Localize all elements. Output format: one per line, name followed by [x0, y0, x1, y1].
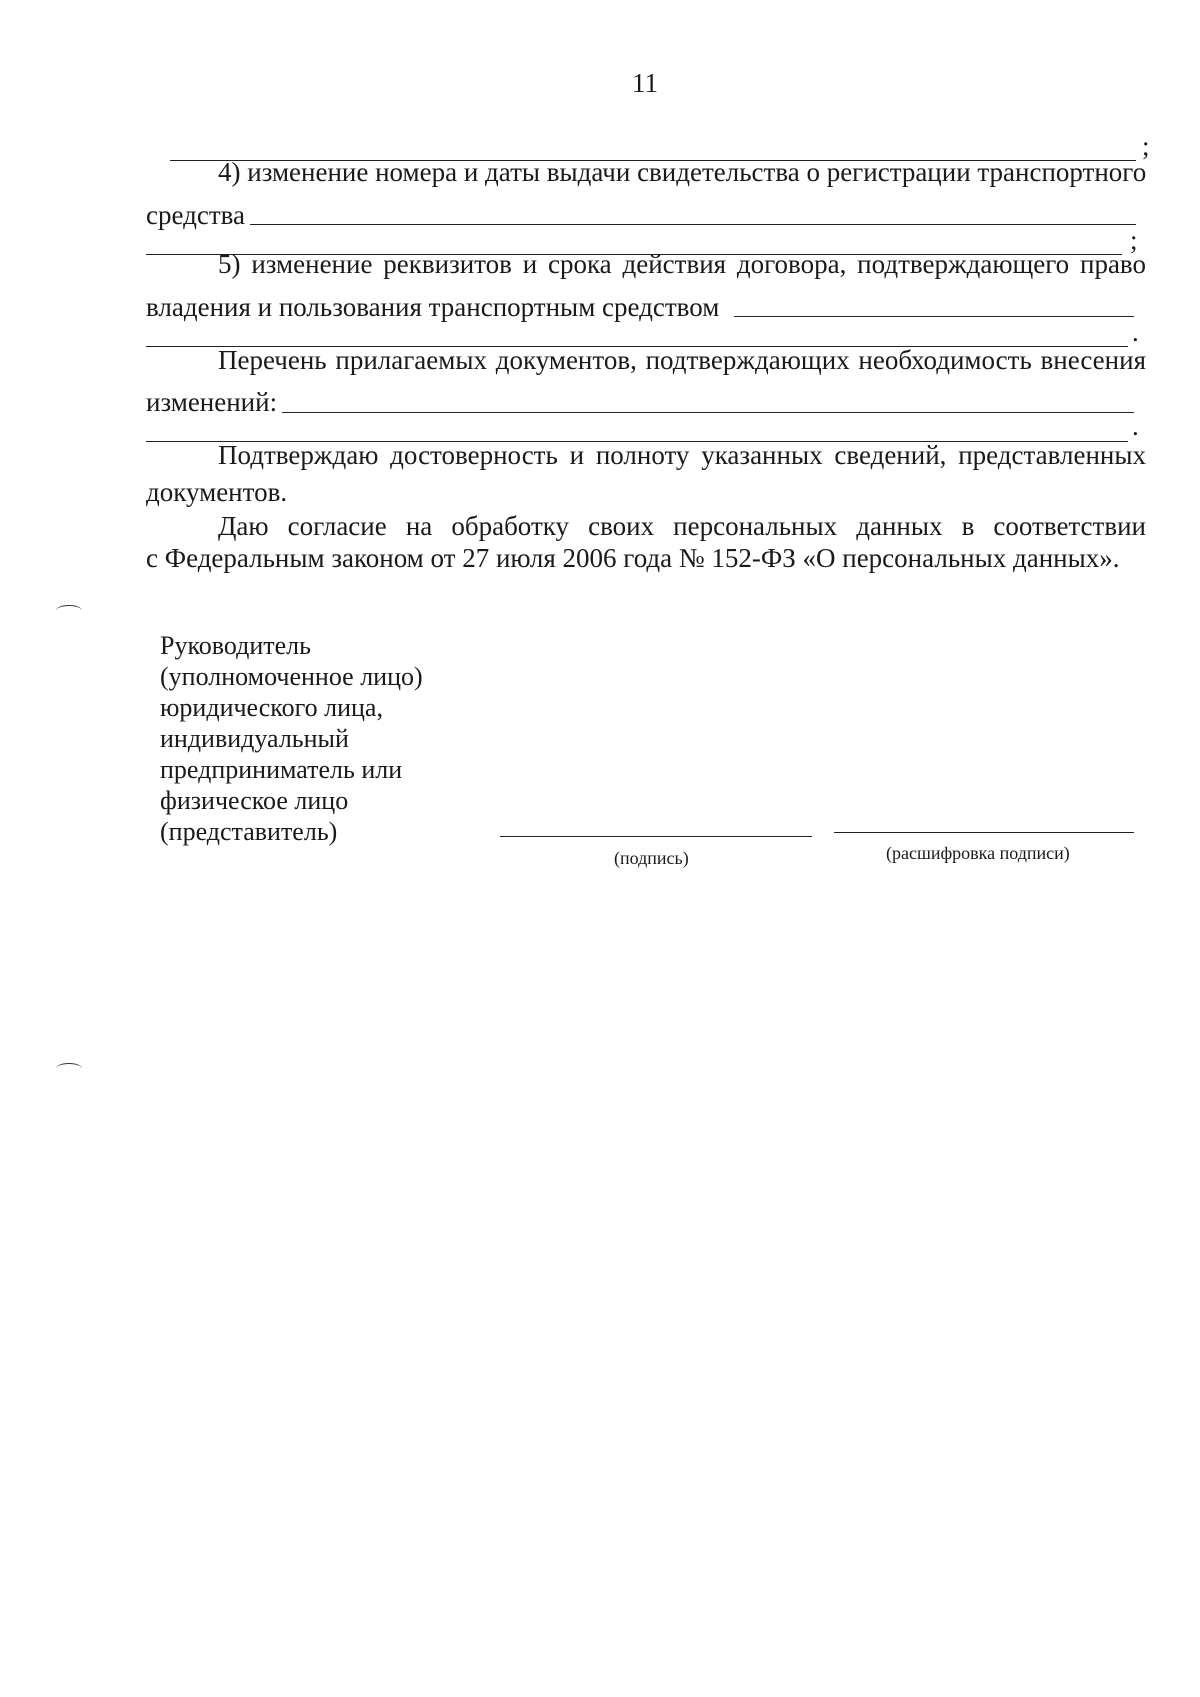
fill-line-item5-a[interactable] [734, 316, 1134, 317]
punch-hole-mark [56, 605, 82, 616]
signature-decoding-caption: (расшифровка подписи) [886, 843, 1070, 863]
signer-line: индивидуальный [160, 724, 349, 753]
item4-row2 [146, 197, 1146, 233]
item3-end-punct: ; [1142, 131, 1150, 161]
item5-end-punct: . [1132, 317, 1139, 347]
confirmation-text-line1: Подтверждаю достоверность и полноту указанных сведений, представленных [218, 440, 1146, 470]
signer-line: (представитель) [160, 817, 338, 846]
signer-line: (уполномоченное лицо) [160, 662, 423, 691]
signer-title [160, 630, 423, 847]
signature-caption: (подпись) [614, 848, 689, 868]
item4-text-line2: средства [146, 200, 246, 230]
signer-line: юридического лица, [160, 693, 383, 722]
item4-end-punct: ; [1130, 225, 1138, 255]
punch-hole-mark [56, 1063, 82, 1074]
fill-line-documents-a[interactable] [282, 412, 1134, 413]
consent-text-line1: Даю согласие на обработку своих персональных данных в соответствии [218, 511, 1146, 541]
page-number: 11 [632, 68, 658, 98]
signer-line: физическое лицо [160, 786, 349, 815]
fill-line-item4-a[interactable] [250, 224, 1136, 225]
consent-text-line2: с Федеральным законом от 27 июля 2006 года № 152-ФЗ «О персональных данных». [146, 543, 1120, 573]
documents-text-line2: изменений: [146, 387, 278, 417]
signer-line: предприниматель или [160, 755, 403, 784]
signature-decoding-field[interactable] [834, 832, 1134, 833]
item4-text-line1: 4) изменение номера и даты выдачи свидетельства о регистрации транспортного [218, 157, 1147, 187]
item5-text-line1: 5) изменение реквизитов и срока действия договора, подтверждающего право [218, 249, 1146, 279]
signature-field[interactable] [500, 836, 812, 837]
item5-row2 [146, 289, 1146, 325]
documents-end-punct: . [1132, 411, 1139, 441]
documents-text-line1: Перечень прилагаемых документов, подтверждающих необходимость внесения [218, 345, 1146, 375]
documents-row2 [146, 384, 1146, 420]
confirmation-text-line2: документов. [146, 477, 288, 507]
item5-text-line2: владения и пользования транспортным средством [146, 292, 720, 322]
signer-line: Руководитель [160, 631, 311, 660]
